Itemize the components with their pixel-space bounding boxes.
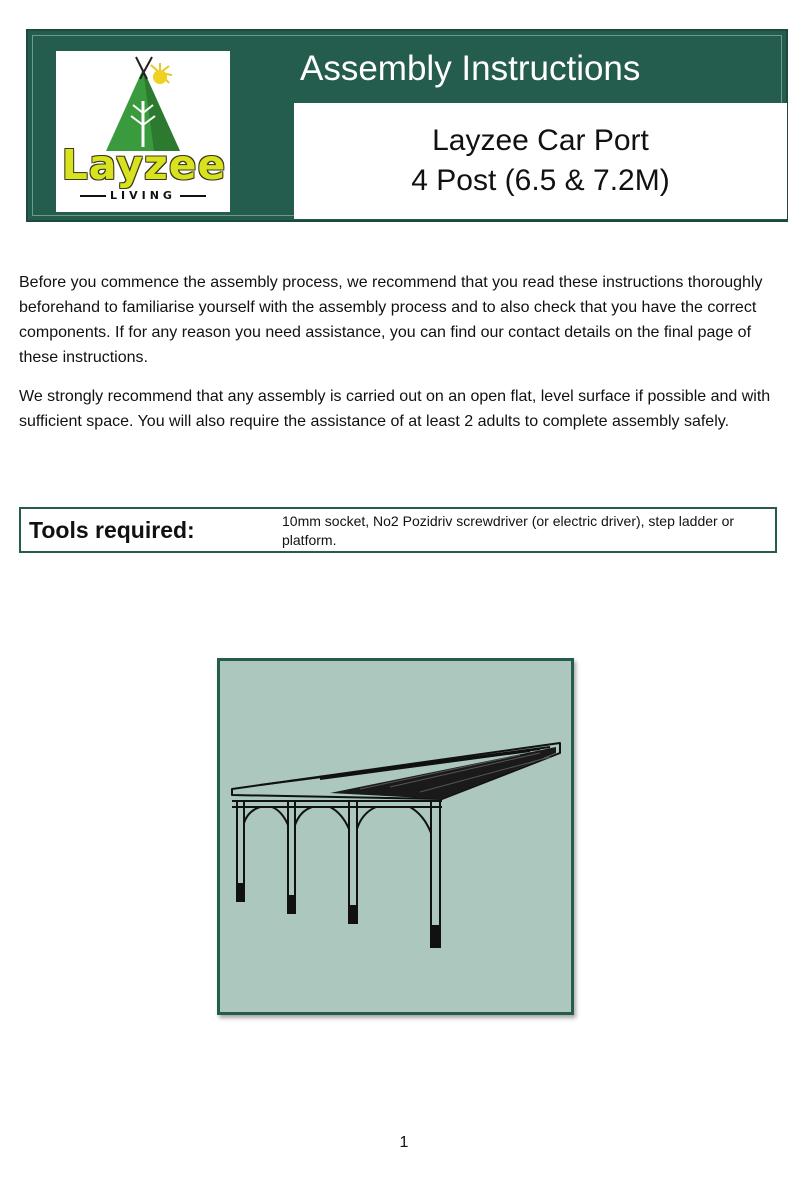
tools-required-box xyxy=(19,507,777,553)
product-variant: 4 Post (6.5 & 7.2M) xyxy=(411,164,670,197)
page-number: 1 xyxy=(399,1134,409,1151)
product-title-box xyxy=(294,103,787,219)
logo-sub-text: LIVING xyxy=(110,189,176,202)
tools-list: 10mm socket, No2 Pozidriv screwdriver (or electric driver), step ladder or platform. xyxy=(282,513,735,548)
carport-illustration-icon xyxy=(220,661,571,1012)
logo xyxy=(56,51,230,212)
header-banner xyxy=(26,29,788,222)
logo-subtitle xyxy=(56,189,230,202)
logo-word: Layzee xyxy=(61,141,227,189)
tools-label: Tools required: xyxy=(29,517,195,543)
product-name: Layzee Car Port xyxy=(432,124,649,157)
intro-paragraph-1: Before you commence the assembly process, we recommend that you read these instructions thoroughly beforehand to familiarise yourself with the assembly process and to also check that you have the correct components. If for any reason you need assistance, you can find our contact details on the final page of these instructions. xyxy=(19,274,763,366)
page-title: Assembly Instructions xyxy=(300,49,641,88)
carport-picture-frame xyxy=(217,658,574,1015)
intro-paragraph-2: We strongly recommend that any assembly is carried out on an open flat, level surface if possible and with sufficient space. You will also require the assistance of at least 2 adults to complete assembly safely. xyxy=(19,388,771,430)
